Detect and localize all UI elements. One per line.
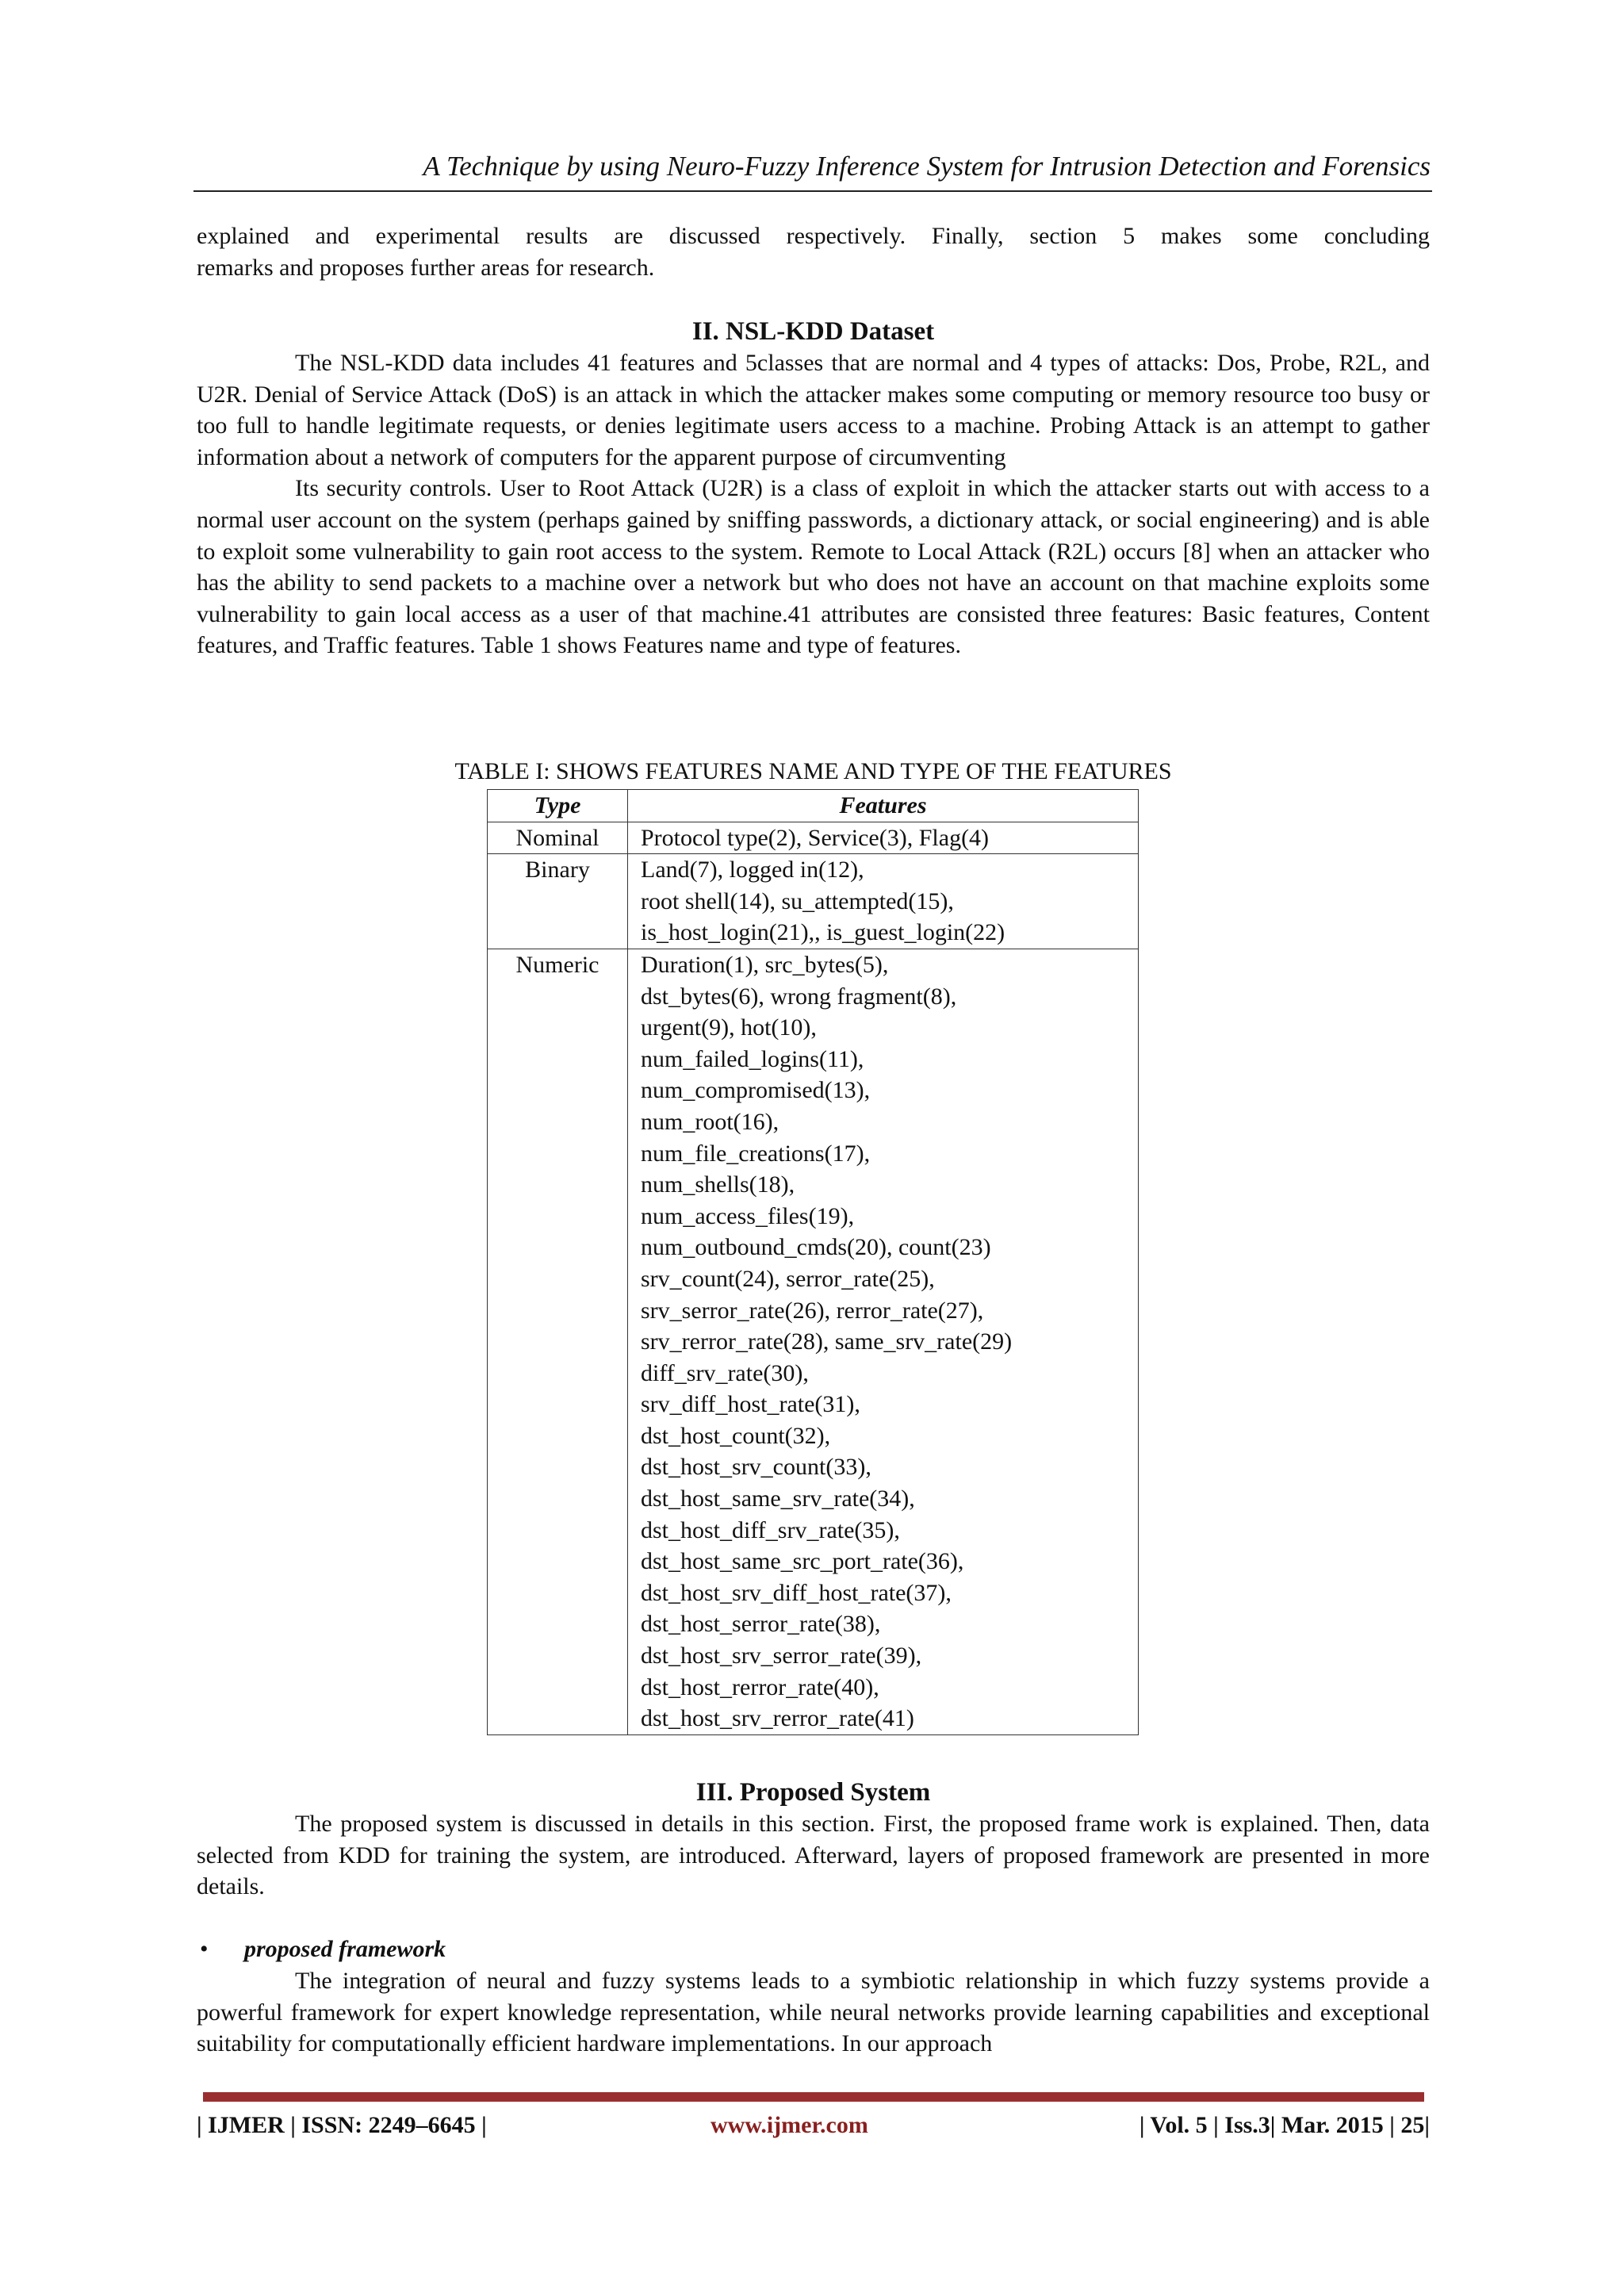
section-2-paragraph-2: Its security controls. User to Root Attack (U2R) is a class of exploit in which the attacker starts out with access to a normal user account on the system (perhaps gained by sniffing passwords, a dictionary attack, or social engineering) and is able to exploit some vulnerability to gain root access to the system. Remote to Local Attack (R2L) occurs [8] when an attacker who has the ability to send packets to a machine over a network but who does not have an account on that machine exploits some vulnerability to gain local access as a user of that machine.41 attributes are consisted three features: Basic features, Content features, and Traffic features. Table 1 shows Features name and type of features. — [197, 475, 1430, 659]
intro-line-1: explained and experimental results are discussed respectively. Finally, section 5 makes some concluding — [197, 223, 1430, 249]
feature-entry: dst_host_srv_diff_host_rate(37), — [641, 1579, 952, 1606]
bullet-label: proposed framework — [244, 1936, 446, 1962]
header-rule — [193, 190, 1432, 192]
footer-volume-page: | Vol. 5 | Iss.3| Mar. 2015 | 25| — [1139, 2112, 1430, 2138]
feature-entry: srv_diff_host_rate(31), — [641, 1391, 860, 1418]
feature-entry: num_file_creations(17), — [641, 1140, 871, 1167]
feature-entry: dst_host_srv_serror_rate(39), — [641, 1642, 922, 1669]
intro-paragraph — [197, 220, 1430, 283]
bullet-dot: • — [200, 1936, 209, 1962]
section-3-paragraph-1: The proposed system is discussed in details in this section. First, the proposed frame work is explained. Then, data selected from KDD for training the system, are introduced. Afterward, layers of proposed framework are presented in more details. — [197, 1811, 1430, 1900]
table-cell-features — [628, 949, 1139, 1734]
feature-entry: diff_srv_rate(30), — [641, 1359, 809, 1386]
table-cell-type: Binary — [488, 854, 628, 949]
feature-entry: root shell(14), su_attempted(15), — [641, 887, 954, 914]
table-cell-type: Numeric — [488, 949, 628, 1734]
table-row — [488, 854, 1139, 949]
feature-entry: dst_host_serror_rate(38), — [641, 1611, 881, 1638]
footer-rule — [203, 2092, 1424, 2102]
table-row — [488, 822, 1139, 854]
feature-entry: urgent(9), hot(10), — [641, 1014, 817, 1041]
section-3-intro — [197, 1808, 1430, 1903]
table-row — [488, 949, 1139, 1734]
feature-entry: dst_host_srv_rerror_rate(41) — [641, 1705, 914, 1732]
feature-entry: srv_rerror_rate(28), same_srv_rate(29) — [641, 1328, 1013, 1355]
feature-entry: dst_host_diff_srv_rate(35), — [641, 1516, 900, 1543]
table-caption: TABLE I: SHOWS FEATURES NAME AND TYPE OF THE FEATURES — [454, 758, 1172, 784]
section-3-paragraph-2: The integration of neural and fuzzy systems leads to a symbiotic relationship in which fuzzy systems provide a powerful framework for expert knowledge representation, while neural networks provide learning capabilities and exceptional suitability for computationally efficient hardware implementations. In our approach — [197, 1968, 1430, 2057]
section-2-paragraph-1: The NSL-KDD data includes 41 features and 5classes that are normal and 4 types of attacks: Dos, Probe, R2L, and U2R. Denial of Service Attack (DoS) is an attack in which the attacker makes some computing or memory resource too busy or too full to handle legitimate requests, or denies legitimate users access to a machine. Probing Attack is an attempt to gather information about a network of computers for the apparent purpose of circumventing — [197, 350, 1430, 470]
section-2-heading: II. NSL-KDD Dataset — [691, 317, 935, 346]
feature-entry: is_host_login(21),, is_guest_login(22) — [641, 919, 1005, 946]
section-3-body — [197, 1965, 1430, 2060]
section-2-body — [197, 347, 1430, 661]
feature-entry: Duration(1), src_bytes(5), — [641, 951, 889, 978]
feature-entry: Protocol type(2), Service(3), Flag(4) — [641, 824, 990, 851]
table-header-type: Type — [488, 790, 628, 822]
footer-journal-issn: | IJMER | ISSN: 2249–6645 | — [197, 2112, 487, 2138]
table-body — [488, 822, 1139, 1734]
footer-website-link[interactable]: www.ijmer.com — [710, 2112, 868, 2138]
feature-entry: dst_host_srv_count(33), — [641, 1454, 871, 1481]
table-header-features: Features — [628, 790, 1139, 822]
table-cell-features — [628, 854, 1139, 949]
feature-entry: dst_bytes(6), wrong fragment(8), — [641, 983, 957, 1010]
running-header-title: A Technique by using Neuro-Fuzzy Inference System for Intrusion Detection and Forensics — [423, 151, 1431, 182]
feature-entry: num_shells(18), — [641, 1171, 795, 1198]
table-cell-features — [628, 822, 1139, 854]
feature-entry: num_access_files(19), — [641, 1202, 855, 1229]
feature-entry: dst_host_same_src_port_rate(36), — [641, 1548, 964, 1575]
intro-line-2: remarks and proposes further areas for research. — [197, 254, 655, 281]
section-3-heading: III. Proposed System — [695, 1778, 931, 1807]
feature-entry: dst_host_same_srv_rate(34), — [641, 1485, 915, 1512]
feature-entry: num_failed_logins(11), — [641, 1045, 864, 1072]
feature-entry: num_root(16), — [641, 1108, 779, 1135]
features-table — [487, 789, 1139, 1735]
table-cell-type: Nominal — [488, 822, 628, 854]
feature-entry: Land(7), logged in(12), — [641, 857, 864, 884]
feature-entry: srv_serror_rate(26), rerror_rate(27), — [641, 1297, 984, 1324]
feature-entry: dst_host_rerror_rate(40), — [641, 1673, 879, 1700]
feature-entry: num_outbound_cmds(20), count(23) — [641, 1234, 991, 1261]
table-header-row — [488, 790, 1139, 822]
feature-entry: srv_count(24), serror_rate(25), — [641, 1265, 935, 1292]
feature-entry: num_compromised(13), — [641, 1077, 871, 1104]
feature-entry: dst_host_count(32), — [641, 1422, 831, 1449]
